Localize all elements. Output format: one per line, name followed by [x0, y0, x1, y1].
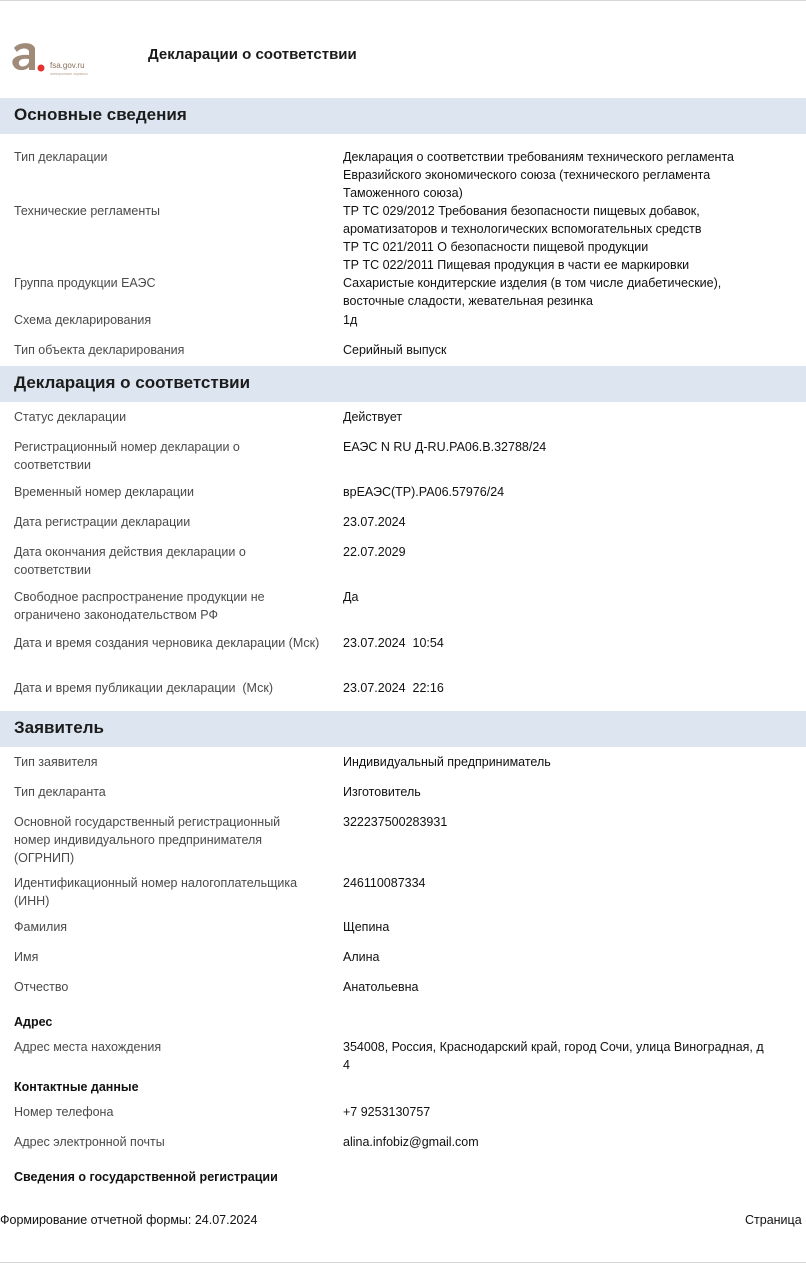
- field-value-tech-regulations: [343, 202, 701, 274]
- value-line: ТР ТС 029/2012 Требования безопасности пищевых добавок,: [343, 204, 700, 218]
- logo-subtitle-text: электронные сервисы: [50, 72, 88, 76]
- field-value-ogrnip: 322237500283931: [343, 815, 448, 829]
- value-line: ТР ТС 021/2011 О безопасности пищевой продукции: [343, 240, 649, 254]
- document-title: Декларации о соответствии: [148, 46, 357, 63]
- field-value-declarant-type: Изготовитель: [343, 785, 421, 799]
- section-title: Декларация о соответствии: [14, 373, 251, 392]
- field-value-phone: +7 9253130757: [343, 1105, 431, 1119]
- field-label-status: Статус декларации: [14, 410, 127, 424]
- field-label-temp-number: Временный номер декларации: [14, 485, 194, 499]
- field-label-surname: Фамилия: [14, 920, 68, 934]
- field-label-reg-number: Регистрационный номер декларации о соответствии: [14, 440, 240, 472]
- field-value-object-type: Серийный выпуск: [343, 343, 447, 357]
- value-line: Декларация о соответствии требованиям технического регламента: [343, 150, 734, 164]
- section-title: Заявитель: [14, 718, 104, 737]
- fsa-logo-icon: [10, 40, 50, 76]
- value-line: ароматизаторов и технологических вспомогательных средств: [343, 222, 702, 236]
- field-value-declaration-type: [343, 148, 734, 202]
- field-label-phone: Номер телефона: [14, 1105, 114, 1119]
- field-value-status: Действует: [343, 410, 403, 424]
- field-value-reg-date: 23.07.2024: [343, 515, 406, 529]
- field-label-tech-regulations: Технические регламенты: [14, 204, 160, 218]
- page-bottom-edge: [0, 1262, 806, 1263]
- field-value-temp-number: врЕАЭС(ТР).РА06.57976/24: [343, 485, 505, 499]
- section-applicant-header: [0, 711, 806, 747]
- field-label-reg-date: Дата регистрации декларации: [14, 515, 191, 529]
- field-label-draft-created: Дата и время создания черновика декларации (Мск): [14, 636, 320, 650]
- field-label-declaration-type: Тип декларации: [14, 150, 108, 164]
- value-line: ТР ТС 022/2011 Пищевая продукция в части ее маркировки: [343, 258, 690, 272]
- value-line: 354008, Россия, Краснодарский край, город Сочи, улица Виноградная, д: [343, 1040, 764, 1054]
- field-value-expiry-date: 22.07.2029: [343, 545, 406, 559]
- field-label-expiry-date: Дата окончания действия декларации о соответствии: [14, 545, 246, 577]
- field-value-email: alina.infobiz@gmail.com: [343, 1135, 479, 1149]
- value-line: Таможенного союза): [343, 186, 463, 200]
- subsection-address-title: Адрес: [14, 1015, 53, 1029]
- logo-domain-text: fsa.gov.ru: [50, 61, 85, 70]
- field-label-address: Адрес места нахождения: [14, 1040, 162, 1054]
- field-label-first-name: Имя: [14, 950, 39, 964]
- field-label-email: Адрес электронной почты: [14, 1135, 165, 1149]
- field-label-product-group: Группа продукции ЕАЭС: [14, 276, 156, 290]
- subsection-state-registration-title: Сведения о государственной регистрации: [14, 1170, 278, 1184]
- field-label-ogrnip: Основной государственный регистрационный номер индивидуального предпринимателя (ОГРНИП): [14, 815, 281, 865]
- field-value-declaration-scheme: 1д: [343, 313, 358, 327]
- field-value-surname: Щепина: [343, 920, 390, 934]
- value-line: 4: [343, 1058, 350, 1072]
- field-value-published: 23.07.2024 22:16: [343, 681, 444, 695]
- section-declaration-header: [0, 366, 806, 402]
- field-value-free-circulation: Да: [343, 590, 359, 604]
- value-line: Сахаристые кондитерские изделия (в том числе диабетические),: [343, 276, 722, 290]
- field-value-address: [343, 1038, 764, 1074]
- section-title: Основные сведения: [14, 105, 187, 124]
- field-label-declarant-type: Тип декларанта: [14, 785, 106, 799]
- field-label-free-circulation: Свободное распространение продукции не ограничено законодательством РФ: [14, 590, 265, 622]
- value-line: Евразийского экономического союза (технического регламента: [343, 168, 711, 182]
- field-value-applicant-type: Индивидуальный предприниматель: [343, 755, 551, 769]
- field-label-inn: Идентификационный номер налогоплательщика (ИНН): [14, 876, 298, 908]
- field-value-patronymic: Анатольевна: [343, 980, 419, 994]
- field-label-declaration-scheme: Схема декларирования: [14, 313, 152, 327]
- field-label-patronymic: Отчество: [14, 980, 69, 994]
- value-line: восточные сладости, жевательная резинка: [343, 294, 593, 308]
- field-value-inn: 246110087334: [343, 876, 426, 890]
- document-header: [0, 0, 806, 100]
- field-value-draft-created: 23.07.2024 10:54: [343, 636, 444, 650]
- field-value-first-name: Алина: [343, 950, 380, 964]
- footer-report-date: Формирование отчетной формы: 24.07.2024: [0, 1213, 258, 1227]
- field-label-published: Дата и время публикации декларации (Мск): [14, 681, 273, 695]
- subsection-contacts-title: Контактные данные: [14, 1080, 139, 1094]
- footer-page-label: Страница: [745, 1213, 802, 1227]
- field-label-applicant-type: Тип заявителя: [14, 755, 98, 769]
- field-label-object-type: Тип объекта декларирования: [14, 343, 185, 357]
- section-main-info-header: [0, 98, 806, 134]
- field-value-product-group: [343, 274, 721, 310]
- fsa-logo: [10, 40, 120, 84]
- field-value-reg-number: ЕАЭС N RU Д-RU.РА06.В.32788/24: [343, 440, 547, 454]
